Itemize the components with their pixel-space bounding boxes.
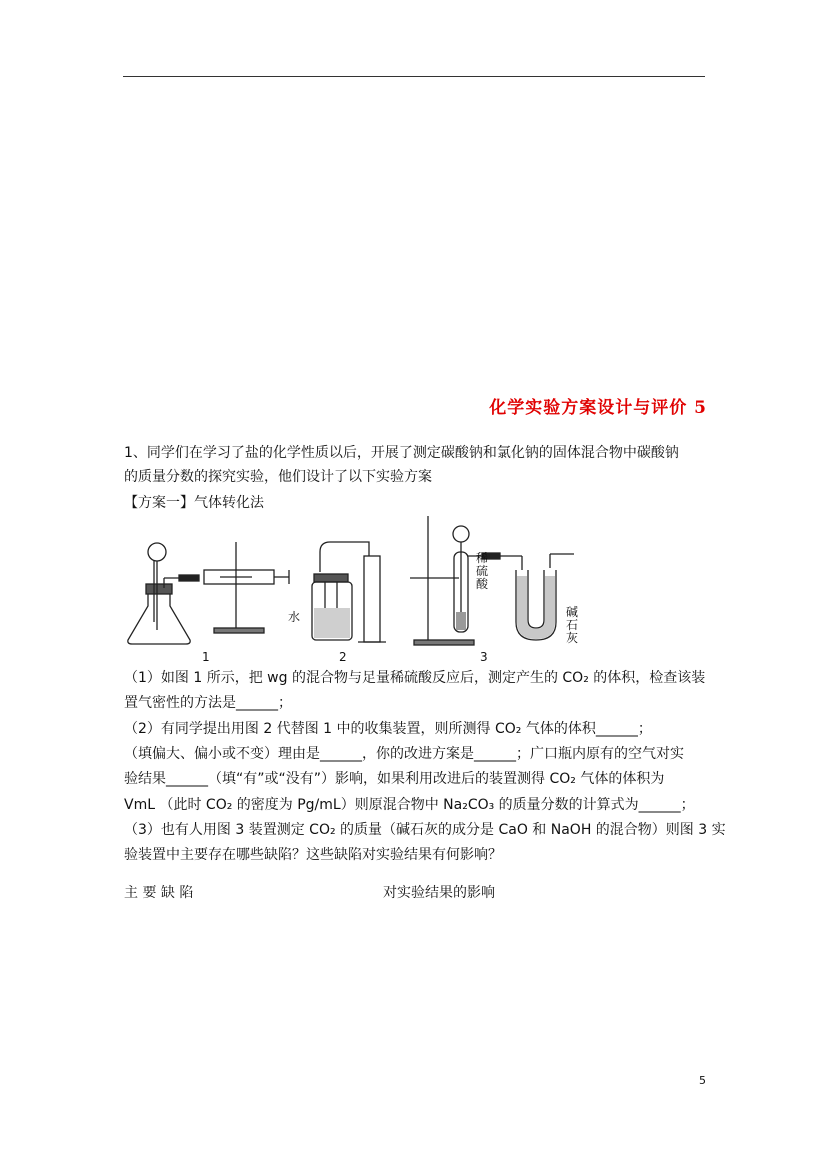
part2-line-2: （填偏大、偏小或不变）理由是______，你的改进方案是______；广口瓶内原有的空气对实 bbox=[124, 746, 684, 762]
acid-fill bbox=[456, 612, 466, 630]
question-line-2: 的质量分数的探究实验，他们设计了以下实验方案 bbox=[124, 469, 432, 485]
figure-label-2: 2 bbox=[339, 650, 347, 664]
page-title: 化学实验方案设计与评价 5 bbox=[489, 398, 707, 418]
figure-label-3: 3 bbox=[480, 650, 488, 664]
part2-line-3: 验结果______（填“有”或“没有”）影响，如果利用改进后的装置测得 CO₂ 气体的体积为 bbox=[124, 771, 665, 787]
part2-line-1: （2）有同学提出用图 2 代替图 1 中的收集装置，则所测得 CO₂ 气体的体积______； bbox=[124, 721, 652, 737]
column-effects: 对实验结果的影响 bbox=[383, 885, 495, 901]
part2-line-4: VmL （此时 CO₂ 的密度为 Pg/mL）则原混合物中 Na₂CO₃ 的质量分数的计算式为______； bbox=[124, 797, 695, 813]
header-rule bbox=[123, 76, 705, 77]
plan-heading: 【方案一】气体转化法 bbox=[124, 495, 264, 511]
lime-fill bbox=[517, 576, 555, 639]
water-label: 水 bbox=[288, 610, 301, 624]
acid-label: 稀硫酸 bbox=[476, 551, 489, 591]
page-number: 5 bbox=[699, 1074, 706, 1087]
apparatus-drawing bbox=[124, 512, 594, 662]
part1-line-1: （1）如图 1 所示，把 wg 的混合物与足量稀硫酸反应后，测定产生的 CO₂ 的体积，检查该装 bbox=[124, 670, 706, 686]
part1-line-2: 置气密性的方法是______； bbox=[124, 695, 292, 711]
column-defects: 主 要 缺 陷 bbox=[124, 885, 194, 901]
lime-label: 碱石灰 bbox=[566, 605, 579, 645]
part3-line-2: 验装置中主要存在哪些缺陷？这些缺陷对实验结果有何影响？ bbox=[124, 847, 502, 863]
water-fill bbox=[314, 608, 350, 638]
question-line-1: 1、同学们在学习了盐的化学性质以后，开展了测定碳酸钠和氯化钠的固体混合物中碳酸钠 bbox=[124, 445, 679, 461]
part3-line-1: （3）也有人用图 3 装置测定 CO₂ 的质量（碱石灰的成分是 CaO 和 NaOH 的混合物）则图 3 实 bbox=[124, 822, 726, 838]
figure-label-1: 1 bbox=[202, 650, 210, 664]
apparatus-figure bbox=[124, 512, 594, 662]
